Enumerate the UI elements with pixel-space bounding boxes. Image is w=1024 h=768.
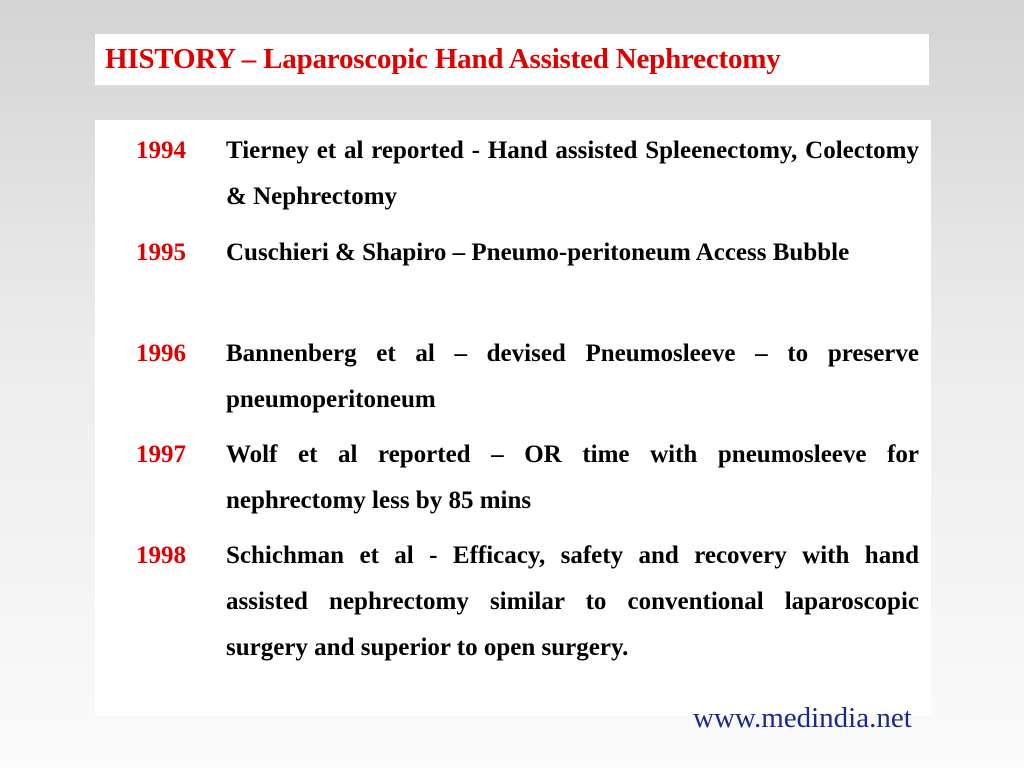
entry-description: Schichman et al - Efficacy, safety and recovery with hand assisted nephrectomy similar to conventional laparoscopic surgery and superior to open surgery. bbox=[226, 542, 919, 661]
entry-description: Wolf et al reported – OR time with pneumosleeve for nephrectomy less by 85 mins bbox=[226, 441, 919, 514]
entry-year: 1996 bbox=[136, 340, 186, 367]
entry-year: 1997 bbox=[136, 441, 186, 468]
entry-year: 1998 bbox=[136, 542, 186, 569]
title-box bbox=[95, 34, 929, 85]
timeline-panel bbox=[95, 120, 931, 716]
entry-description: Tierney et al reported - Hand assisted Spleenectomy, Colectomy & Nephrectomy bbox=[226, 137, 919, 210]
footer-url: www.medindia.net bbox=[693, 702, 912, 734]
entry-description: Bannenberg et al – devised Pneumosleeve – to preserve pneumoperitoneum bbox=[226, 340, 919, 413]
entry-description: Cuschieri & Shapiro – Pneumo-peritoneum Access Bubble bbox=[226, 239, 850, 266]
slide-title: HISTORY – Laparoscopic Hand Assisted Nephrectomy bbox=[105, 43, 781, 75]
entry-year: 1994 bbox=[136, 137, 186, 164]
entry-year: 1995 bbox=[136, 239, 186, 266]
